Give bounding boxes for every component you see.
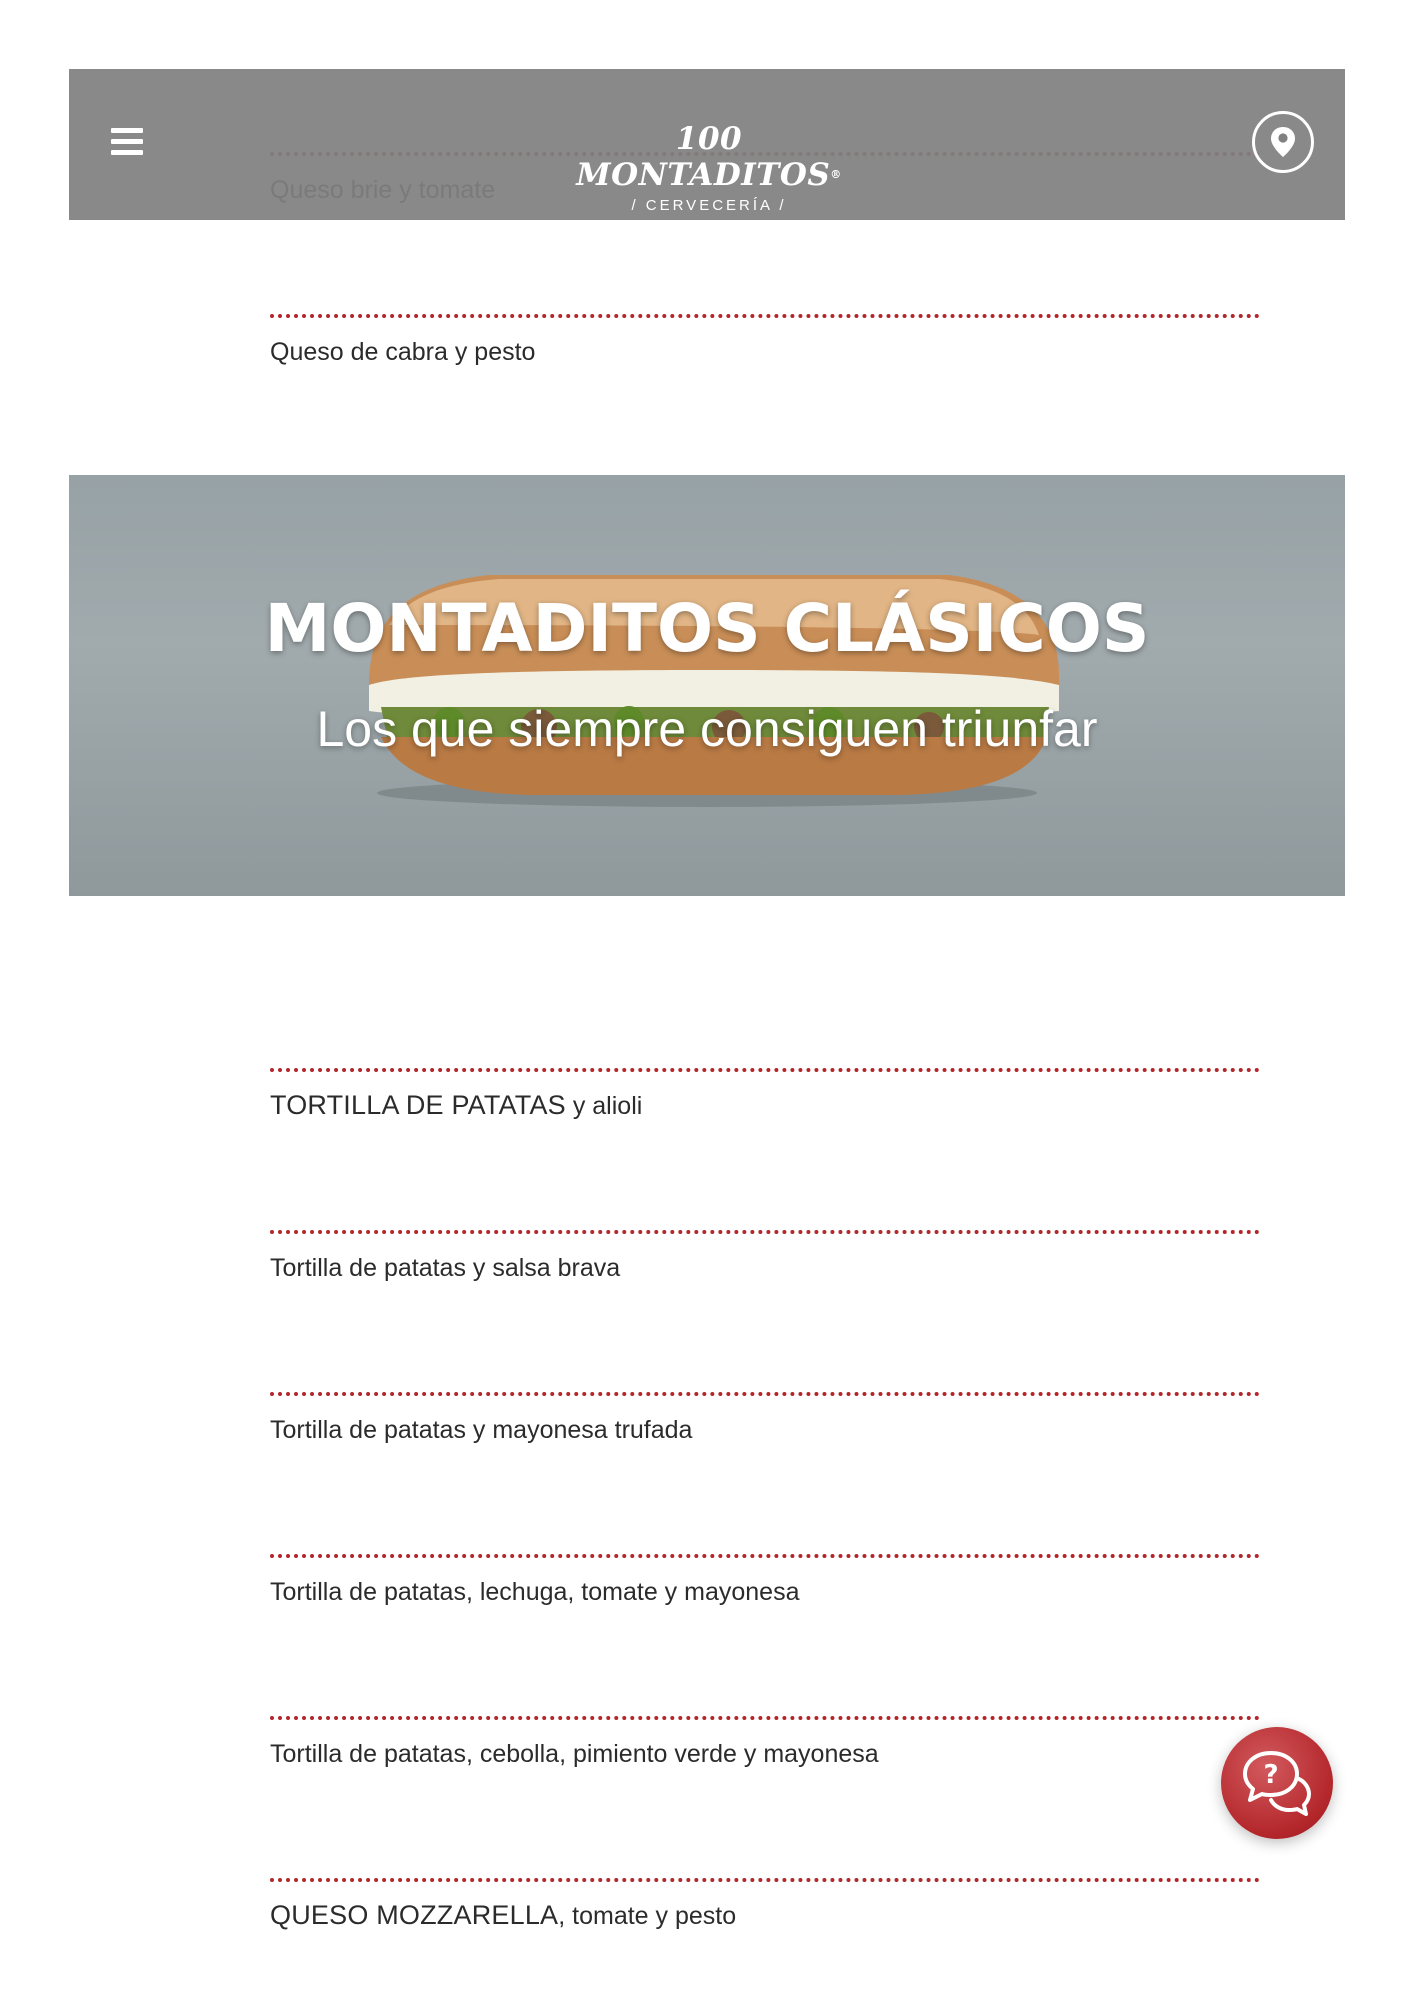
hamburger-menu-icon[interactable] xyxy=(111,128,143,156)
svg-text:?: ? xyxy=(1263,1760,1279,1790)
item-label-rest: y alioli xyxy=(565,1092,643,1120)
location-button[interactable] xyxy=(1252,111,1314,173)
dotted-divider xyxy=(270,1392,1260,1396)
site-header xyxy=(69,69,1345,220)
item-label xyxy=(270,1090,1260,1121)
item-label-rest: Tortilla de patatas y salsa brava xyxy=(270,1254,621,1282)
brand-logo[interactable] xyxy=(559,121,859,214)
logo-subtitle: / CERVECERÍA / xyxy=(631,197,787,214)
list-item xyxy=(270,1068,1260,1121)
item-label-rest: Tortilla de patatas y mayonesa trufada xyxy=(270,1416,693,1444)
list-item xyxy=(270,1392,1260,1445)
item-label xyxy=(270,1900,1260,1931)
category-subtitle: Los que siempre consiguen triunfar xyxy=(316,701,1098,757)
montadito-sandwich-image xyxy=(69,475,1345,896)
item-label-rest: Tortilla de patatas, lechuga, tomate y mayonesa xyxy=(270,1578,800,1606)
dotted-divider xyxy=(270,1716,1260,1720)
item-label xyxy=(270,1252,1260,1283)
list-item xyxy=(270,314,1260,367)
list-item xyxy=(270,1878,1260,1931)
list-item xyxy=(270,1554,1260,1607)
dotted-divider xyxy=(270,314,1260,318)
item-label xyxy=(270,1576,1260,1607)
item-label xyxy=(270,336,1260,367)
dotted-divider xyxy=(270,1554,1260,1558)
help-chat-button[interactable] xyxy=(1221,1727,1333,1839)
item-label xyxy=(270,1738,1260,1769)
item-label-rest: Queso de cabra y pesto xyxy=(270,338,536,366)
list-item xyxy=(270,1230,1260,1283)
category-banner xyxy=(69,475,1345,896)
item-label-rest: Tortilla de patatas, cebolla, pimiento verde y mayonesa xyxy=(270,1740,879,1768)
item-label xyxy=(270,1414,1260,1445)
help-chat-icon xyxy=(1241,1749,1313,1817)
dotted-divider xyxy=(270,1230,1260,1234)
item-label-main: QUESO MOZZARELLA xyxy=(270,1900,559,1930)
item-label-rest: , tomate y pesto xyxy=(558,1902,737,1930)
logo-wordmark: 100 MONTADITOS® xyxy=(576,121,842,193)
item-label-main: TORTILLA DE PATATAS xyxy=(270,1090,566,1120)
dotted-divider xyxy=(270,1068,1260,1072)
category-title: MONTADITOS CLÁSICOS xyxy=(264,590,1150,667)
map-pin-icon xyxy=(1269,126,1297,158)
dotted-divider xyxy=(270,1878,1260,1882)
list-item xyxy=(270,1716,1260,1769)
